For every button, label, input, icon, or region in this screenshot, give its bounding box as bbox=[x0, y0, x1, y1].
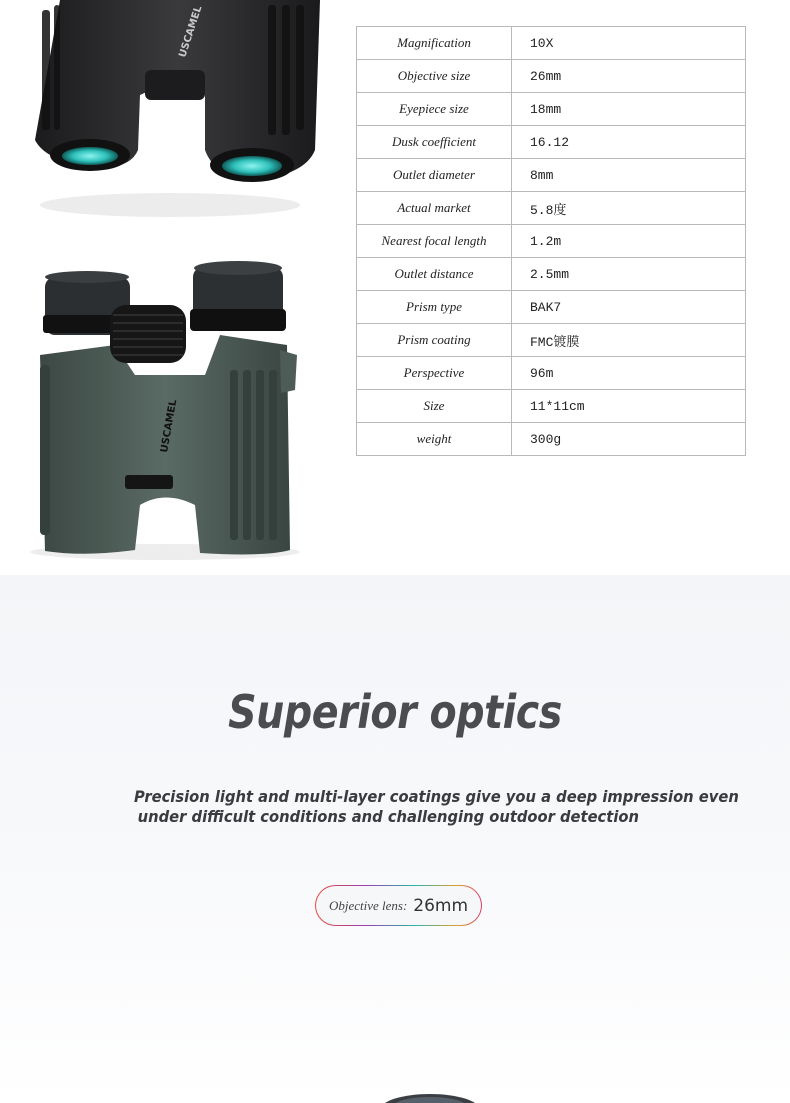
spec-label: Actual market bbox=[357, 192, 512, 225]
eyepiece-image-partial bbox=[370, 1080, 490, 1103]
objective-lens-badge bbox=[315, 885, 482, 926]
spec-row bbox=[357, 258, 746, 291]
spec-value: 18mm bbox=[512, 93, 746, 126]
spec-value: 16.12 bbox=[512, 126, 746, 159]
spec-label: Prism coating bbox=[357, 324, 512, 357]
spec-label: Outlet distance bbox=[357, 258, 512, 291]
spec-label: Perspective bbox=[357, 357, 512, 390]
spec-value: BAK7 bbox=[512, 291, 746, 324]
spec-label: Objective size bbox=[357, 60, 512, 93]
spec-label: Size bbox=[357, 390, 512, 423]
spec-row bbox=[357, 390, 746, 423]
spec-row bbox=[357, 324, 746, 357]
spec-value: 5.8度 bbox=[512, 192, 746, 225]
spec-label: Nearest focal length bbox=[357, 225, 512, 258]
spec-row bbox=[357, 60, 746, 93]
green-binocular-image bbox=[25, 255, 315, 565]
spec-row bbox=[357, 93, 746, 126]
spec-value: 8mm bbox=[512, 159, 746, 192]
spec-label: Dusk coefficient bbox=[357, 126, 512, 159]
spec-label: Eyepiece size bbox=[357, 93, 512, 126]
description-line: under difficult conditions and challenging outdoor detection bbox=[137, 807, 639, 826]
spec-row bbox=[357, 159, 746, 192]
spec-label: weight bbox=[357, 423, 512, 456]
spec-label: Outlet diameter bbox=[357, 159, 512, 192]
spec-label: Magnification bbox=[357, 27, 512, 60]
spec-row bbox=[357, 423, 746, 456]
spec-label: Prism type bbox=[357, 291, 512, 324]
spec-value: 11*11cm bbox=[512, 390, 746, 423]
optics-section bbox=[0, 575, 790, 1103]
brand-label-green: USCAMEL bbox=[159, 398, 180, 454]
spec-value: 1.2m bbox=[512, 225, 746, 258]
spec-value: FMC镀膜 bbox=[512, 324, 746, 357]
spec-row bbox=[357, 126, 746, 159]
spec-value: 26mm bbox=[512, 60, 746, 93]
spec-row bbox=[357, 192, 746, 225]
description-line: Precision light and multi-layer coatings give you a deep impression even bbox=[134, 787, 739, 806]
spec-row bbox=[357, 225, 746, 258]
spec-row bbox=[357, 357, 746, 390]
spec-row bbox=[357, 27, 746, 60]
spec-value: 2.5mm bbox=[512, 258, 746, 291]
black-binocular-image bbox=[20, 0, 330, 230]
spec-row bbox=[357, 291, 746, 324]
spec-value: 300g bbox=[512, 423, 746, 456]
spec-table bbox=[356, 26, 746, 456]
badge-label: Objective lens: bbox=[328, 897, 408, 913]
brand-label-black: USCAMEL bbox=[177, 4, 205, 59]
spec-value: 96m bbox=[512, 357, 746, 390]
badge-value: 26mm bbox=[413, 895, 469, 916]
spec-value: 10X bbox=[512, 27, 746, 60]
section-description bbox=[134, 787, 739, 827]
section-headline: Superior optics bbox=[228, 685, 562, 739]
